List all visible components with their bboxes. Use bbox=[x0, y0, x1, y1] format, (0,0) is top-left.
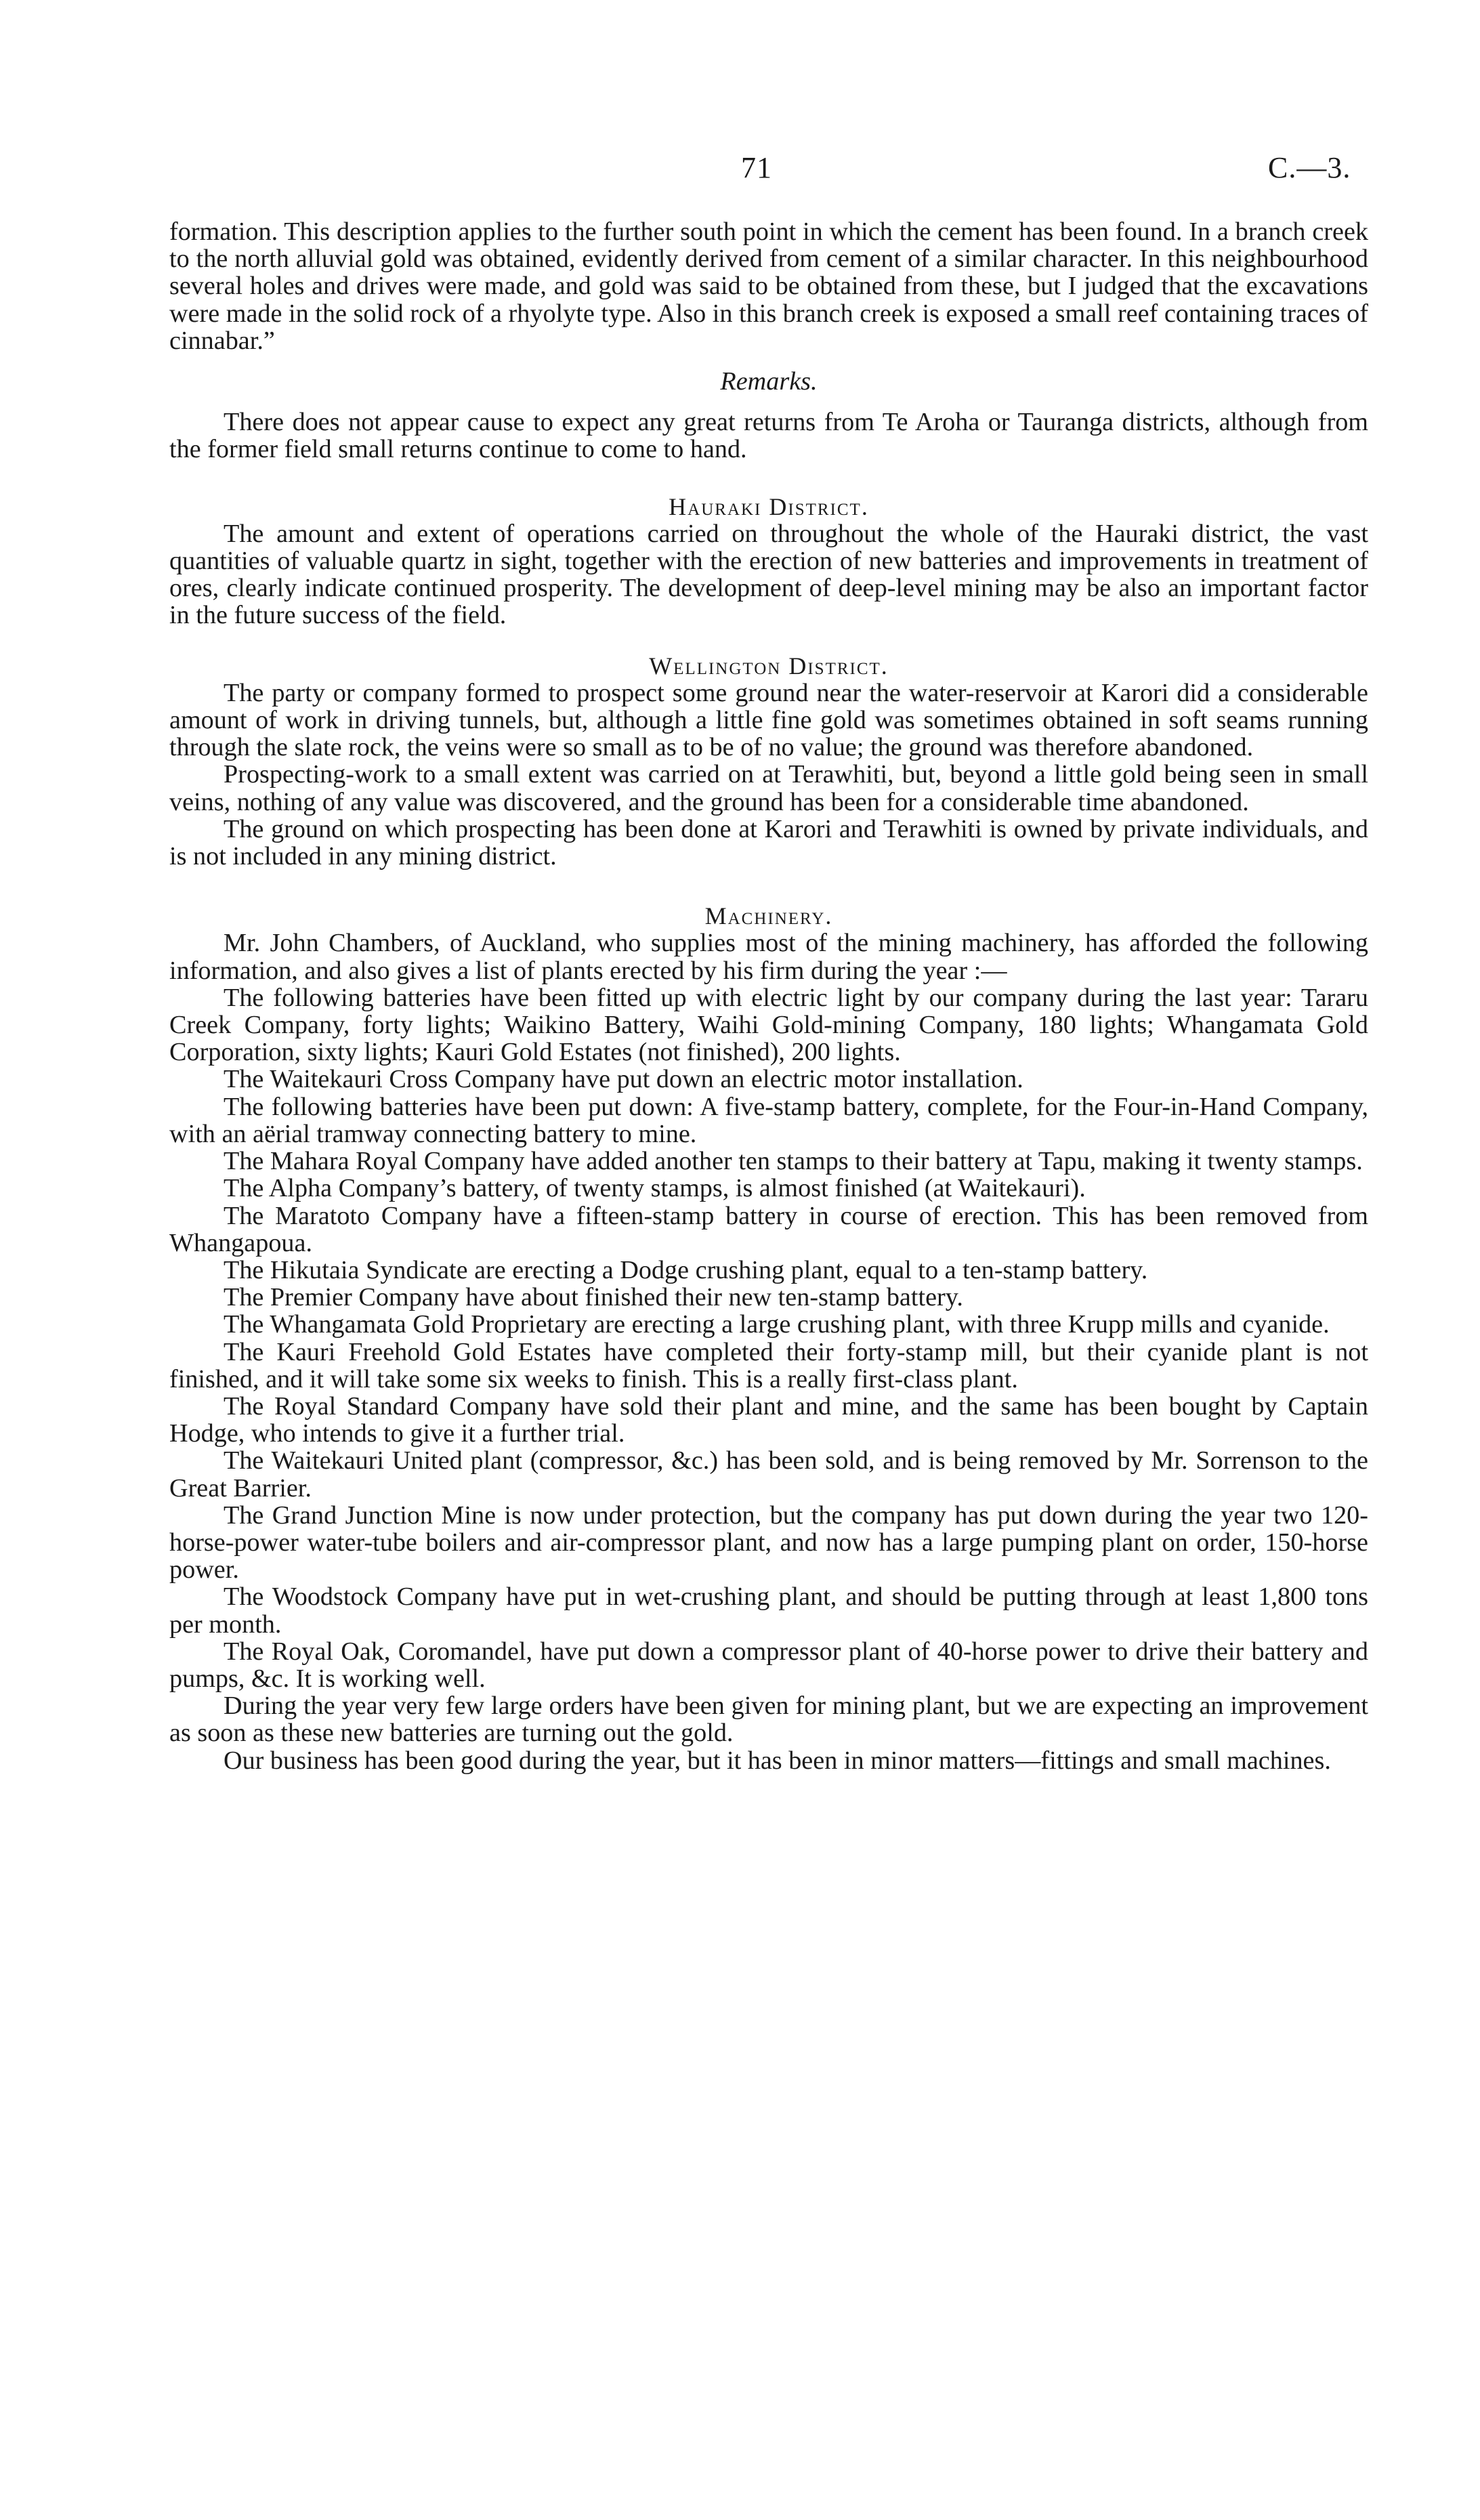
paragraph: The ground on which prospecting has been done at Karori and Terawhiti is owned by private individuals, and is not included in any mining district. bbox=[169, 814, 1368, 871]
paragraph: The Royal Oak, Coromandel, have put down a compressor plant of 40-horse power to drive their battery and pumps, &c. It is working well. bbox=[169, 1637, 1368, 1693]
paragraph: The Alpha Company’s battery, of twenty stamps, is almost finished (at Waitekauri). bbox=[224, 1174, 1086, 1203]
paragraph: The Hikutaia Syndicate are erecting a Dodge crushing plant, equal to a ten-stamp battery. bbox=[224, 1255, 1148, 1284]
paragraph: The Mahara Royal Company have added another ten stamps to their battery at Tapu, making it twenty stamps. bbox=[224, 1147, 1363, 1176]
page-body bbox=[169, 218, 1368, 1774]
paragraph: The Waitekauri United plant (compressor, &c.) has been sold, and is being removed by Mr. Sorrenson to the Great Barrier. bbox=[169, 1446, 1368, 1503]
paragraph: There does not appear cause to expect any great returns from Te Aroha or Tauranga districts, although from the former field small returns continue to come to hand. bbox=[169, 408, 1368, 464]
heading-machinery: Machinery. bbox=[704, 902, 833, 930]
page-number: 71 bbox=[741, 151, 772, 184]
paragraph: The amount and extent of operations carried on throughout the whole of the Hauraki district, the vast quantities of valuable quartz in sight, together with the erection of new batteries and improvements in treatment of ores, clearly indicate continued prosperity. The development of deep-level mining may be also an important factor in the future success of the field. bbox=[169, 519, 1368, 630]
paragraph: The Royal Standard Company have sold their plant and mine, and the same has been bought by Captain Hodge, who intends to give it a further trial. bbox=[169, 1391, 1368, 1448]
paragraph: The Premier Company have about finished their new ten-stamp battery. bbox=[224, 1283, 963, 1312]
document-reference: C.—3. bbox=[1268, 151, 1351, 184]
paragraph: The Waitekauri Cross Company have put down an electric motor installation. bbox=[224, 1065, 1023, 1094]
heading-hauraki-district: Hauraki District. bbox=[669, 492, 869, 520]
paragraph: The following batteries have been put down: A five-stamp battery, complete, for the Four-in-Hand Company, with an aërial tramway connecting battery to mine. bbox=[169, 1092, 1368, 1148]
paragraph: The Kauri Freehold Gold Estates have completed their forty-stamp mill, but their cyanide plant is not finished, and it will take some six weeks to finish. This is a really first-class plant. bbox=[169, 1337, 1368, 1393]
paragraph: The following batteries have been fitted up with electric light by our company during the last year: Tararu Creek Company, forty lights; Waikino Battery, Waihi Gold-mining Company, 180 lights; Whangamata Gold Corporation, sixty lights; Kauri Gold Estates (not finished), 200 lights. bbox=[169, 983, 1368, 1067]
paragraph: Mr. John Chambers, of Auckland, who supplies most of the mining machinery, has afforded the following information, and also gives a list of plants erected by his firm during the year :— bbox=[169, 929, 1368, 985]
paragraph: Our business has been good during the year, but it has been in minor matters—fittings and small machines. bbox=[224, 1746, 1331, 1775]
paragraph: During the year very few large orders have been given for mining plant, but we are expecting an improvement as soon as these new batteries are turning out the gold. bbox=[169, 1692, 1368, 1748]
paragraph-quote-end: formation. This description applies to the further south point in which the cement has been found. In a branch creek to the north alluvial gold was obtained, evidently derived from cement of a similar character. In this neighbourhood several holes and drives were made, and gold was said to be obtained from these, but I judged that the excavations were made in the solid rock of a rhyolyte type. Also in this branch creek is exposed a small reef containing traces of cinnabar.” bbox=[169, 217, 1368, 355]
heading-wellington-district: Wellington District. bbox=[649, 652, 889, 679]
paragraph: The party or company formed to prospect some ground near the water-reservoir at Karori did a considerable amount of work in driving tunnels, but, although a little fine gold was sometimes obtained in soft seams running through the slate rock, the veins were so small as to be of no value; the ground was therefore abandoned. bbox=[169, 678, 1368, 762]
paragraph: The Grand Junction Mine is now under protection, but the company has put down during the year two 120-horse-power water-tube boilers and air-compressor plant, and now has a large pumping plant on order, 150-horse power. bbox=[169, 1500, 1368, 1584]
heading-remarks: Remarks. bbox=[720, 367, 818, 396]
paragraph: Prospecting-work to a small extent was carried on at Terawhiti, but, beyond a little gold being seen in small veins, nothing of any value was discovered, and the ground has been for a considerable time abandoned. bbox=[169, 760, 1368, 816]
paragraph: The Woodstock Company have put in wet-crushing plant, and should be putting through at least 1,800 tons per month. bbox=[169, 1582, 1368, 1639]
paragraph: The Whangamata Gold Proprietary are erecting a large crushing plant, with three Krupp mills and cyanide. bbox=[224, 1310, 1330, 1339]
paragraph: The Maratoto Company have a fifteen-stamp battery in course of erection. This has been removed from Whangapoua. bbox=[169, 1201, 1368, 1257]
